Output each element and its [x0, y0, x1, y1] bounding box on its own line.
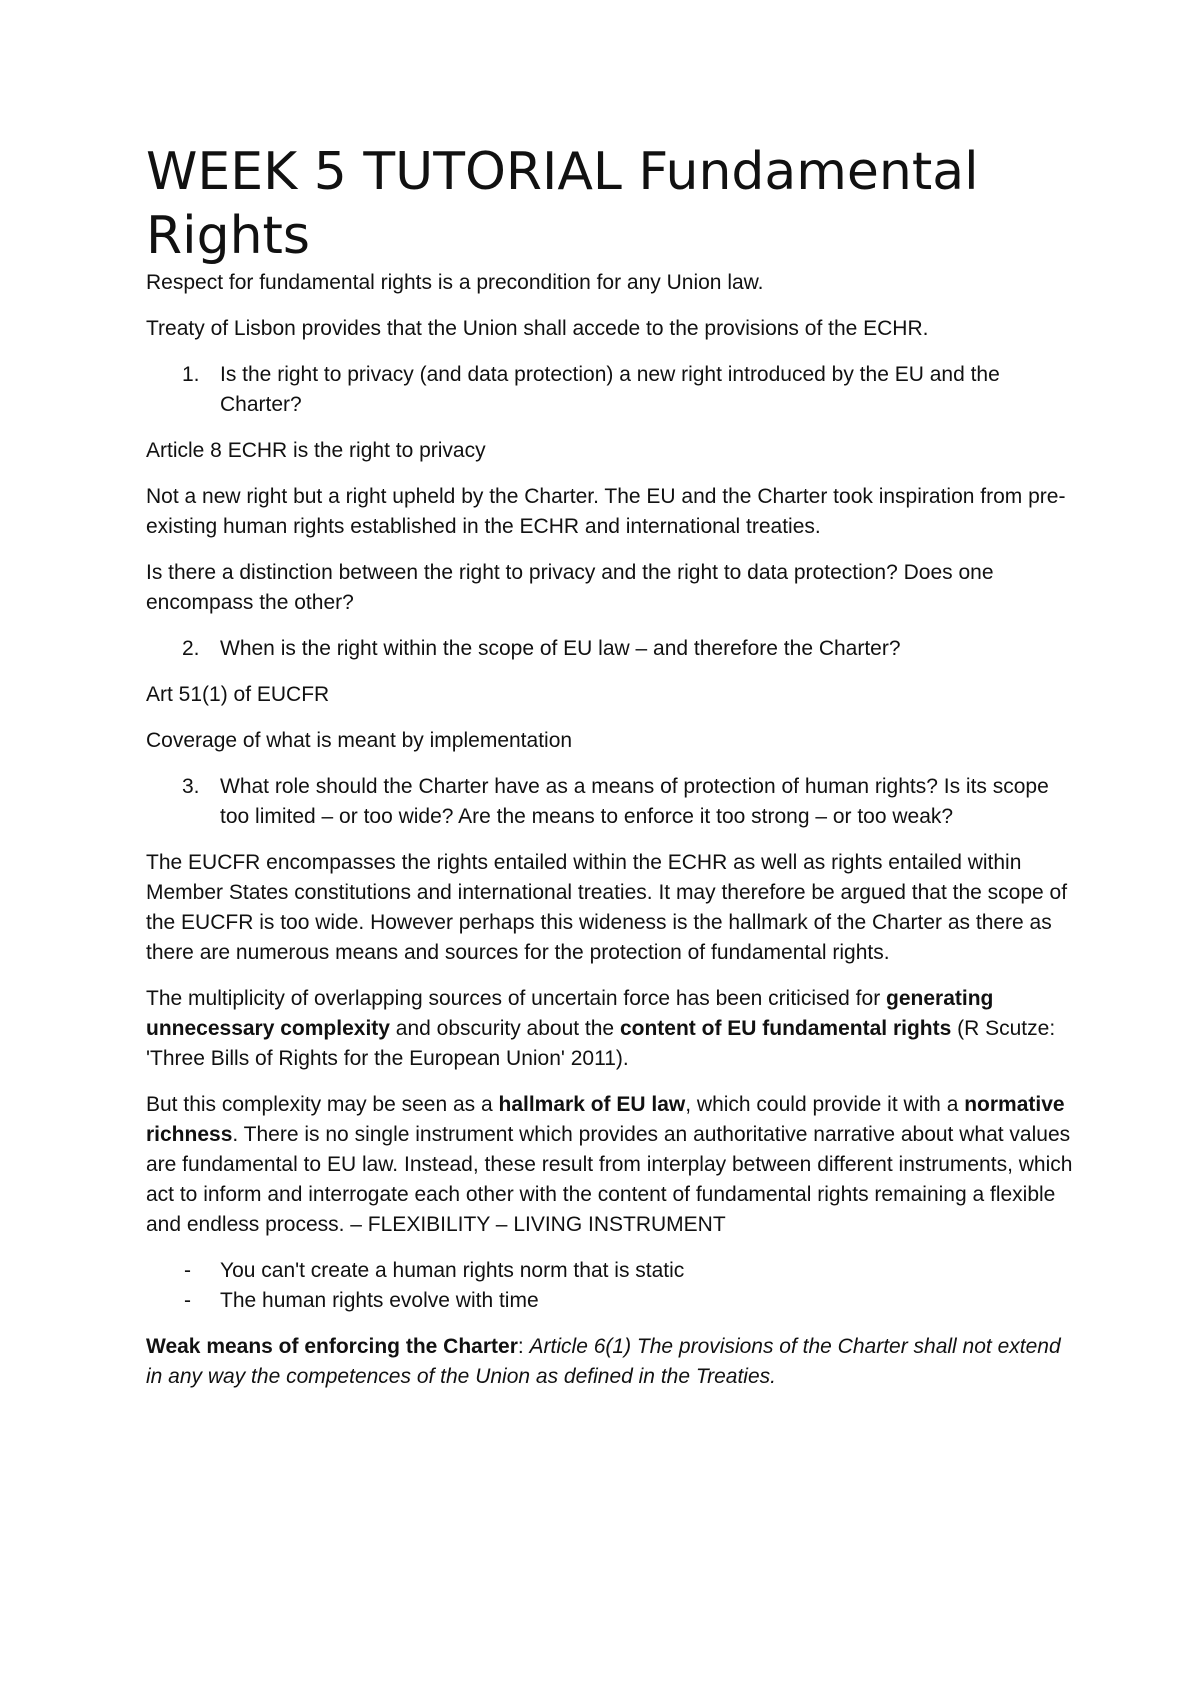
paragraph-answer-1-1: Article 8 ECHR is the right to privacy: [146, 439, 486, 462]
text-run: But this complexity may be seen as a: [146, 1093, 499, 1116]
paragraph-answer-3-2: [146, 984, 1076, 1074]
paragraph-final: [146, 1332, 1076, 1392]
question-number: 3.: [182, 775, 200, 798]
bullet-text: The human rights evolve with time: [220, 1289, 539, 1312]
dash-marker: -: [184, 1289, 191, 1312]
paragraph-answer-1-2: Not a new right but a right upheld by the Charter. The EU and the Charter took inspiration from pre-existing human rights established in the ECHR and international treaties.: [146, 485, 1066, 538]
paragraph-answer-3-1: The EUCFR encompasses the rights entailed within the ECHR as well as rights entailed within Member States constitutions and international treaties. It may therefore be argued that the scope of the EUCFR is too wide. However perhaps this wideness is the hallmark of the Charter as there as there are numerous means and sources for the protection of fundamental rights.: [146, 851, 1068, 964]
paragraph-intro-2: Treaty of Lisbon provides that the Union shall accede to the provisions of the ECHR.: [146, 317, 929, 340]
question-text: When is the right within the scope of EU law – and therefore the Charter?: [220, 637, 901, 660]
question-2: [146, 634, 1076, 664]
text-run: and obscurity about the: [389, 1017, 620, 1040]
bold-run: Weak means of enforcing the Charter: [146, 1335, 518, 1358]
text-run: :: [517, 1335, 530, 1358]
paragraph-intro-1: Respect for fundamental rights is a precondition for any Union law.: [146, 271, 764, 294]
question-list-3: [146, 772, 1076, 832]
text-run: . There is no single instrument which provides an authoritative narrative about what values are fundamental to EU law. Instead, these result from interplay between different instruments, which act to inform and interrogate each other with the content of fundamental rights remaining a flexible and endless process. – FLEXIBILITY – LIVING INSTRUMENT: [146, 1123, 1073, 1236]
text-run: (R Scutze: 'Three Bills of Rights for the European Union' 2011).: [146, 1017, 1056, 1070]
question-number: 2.: [182, 637, 200, 660]
question-1: [146, 360, 1076, 420]
paragraph-answer-2-1: Art 51(1) of EUCFR: [146, 683, 330, 706]
bold-run: content of EU fundamental rights: [619, 1017, 952, 1040]
bold-run: normative richness: [146, 1093, 1065, 1146]
document-page: [146, 0, 1076, 1408]
question-list-1: [146, 360, 1076, 420]
paragraph-answer-3-3: [146, 1090, 1076, 1240]
dash-marker: -: [184, 1259, 191, 1282]
question-text: What role should the Charter have as a means of protection of human rights? Is its scope too limited – or too wide? Are the means to enforce it too strong – or too weak?: [220, 775, 1049, 828]
bullet-list: [146, 1256, 1076, 1316]
document-title: WEEK 5 TUTORIAL Fundamental Rights: [146, 142, 979, 266]
text-run: , which could provide it with a: [685, 1093, 965, 1116]
bullet-item: [146, 1256, 1076, 1286]
bullet-item: [146, 1286, 1076, 1316]
bold-run: hallmark of EU law: [498, 1093, 686, 1116]
italic-run: Article 6(1) The provisions of the Charter shall not extend in any way the competences of the Union as defined in the Treaties.: [146, 1335, 1061, 1388]
question-text: Is the right to privacy (and data protection) a new right introduced by the EU and the Charter?: [220, 363, 1000, 416]
text-run: The multiplicity of overlapping sources of uncertain force has been criticised for: [146, 987, 887, 1010]
bullet-text: You can't create a human rights norm that is static: [220, 1259, 685, 1282]
question-number: 1.: [182, 363, 200, 386]
question-list-2: [146, 634, 1076, 664]
question-3: [146, 772, 1076, 832]
paragraph-answer-2-2: Coverage of what is meant by implementation: [146, 729, 573, 752]
paragraph-answer-1-3: Is there a distinction between the right to privacy and the right to data protection? Does one encompass the other?: [146, 561, 994, 614]
bold-run: generating unnecessary complexity: [146, 987, 994, 1040]
